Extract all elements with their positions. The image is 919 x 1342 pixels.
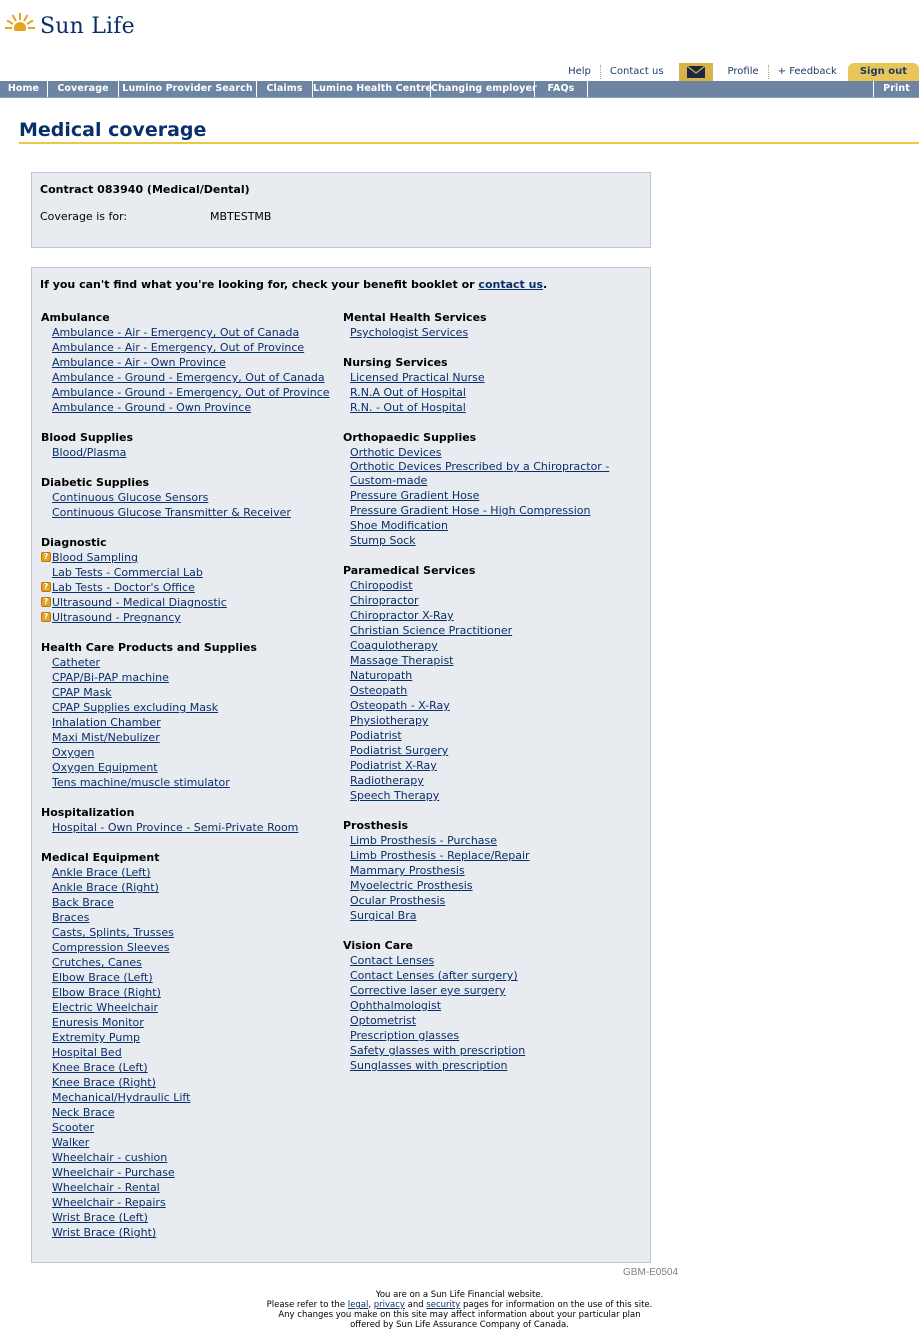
benefit-link-crutches-canes[interactable]: Crutches, Canes	[52, 956, 142, 969]
sign-out-button[interactable]: Sign out	[848, 63, 919, 81]
benefit-item	[41, 1195, 341, 1210]
benefit-item	[343, 445, 642, 460]
benefit-item	[41, 1225, 341, 1240]
benefit-item	[41, 925, 341, 940]
benefit-link-walker[interactable]: Walker	[52, 1136, 90, 1149]
benefits-panel	[31, 267, 651, 1263]
benefit-item	[41, 715, 341, 730]
benefit-link-osteopath[interactable]: Osteopath	[350, 684, 408, 697]
privacy-link[interactable]: privacy	[373, 1300, 405, 1310]
benefit-item	[343, 400, 642, 415]
benefit-link-oxygen[interactable]: Oxygen	[52, 746, 95, 759]
intro-text	[40, 278, 642, 291]
benefit-item	[41, 970, 341, 985]
coverage-value: MBTESTMB	[210, 210, 272, 223]
benefit-item	[343, 698, 642, 713]
benefit-link-pressure-gradient-hose[interactable]: Pressure Gradient Hose	[350, 489, 480, 502]
benefit-item	[41, 685, 341, 700]
main-nav	[0, 81, 919, 98]
benefit-link-massage-therapist[interactable]: Massage Therapist	[350, 654, 454, 667]
nav-claims[interactable]: Claims	[257, 81, 313, 97]
benefit-link-cpap-mask[interactable]: CPAP Mask	[52, 686, 112, 699]
benefit-link-ambulance-ground-emergency-out-of-canada[interactable]: Ambulance - Ground - Emergency, Out of Canada	[52, 371, 325, 384]
benefit-item	[343, 878, 642, 893]
benefit-item	[41, 565, 341, 580]
benefit-item	[41, 670, 341, 685]
print-button[interactable]: Print	[873, 81, 919, 97]
question-icon[interactable]: ?	[41, 597, 51, 607]
benefit-item	[41, 355, 341, 370]
help-link[interactable]: Help	[568, 66, 591, 77]
benefit-item	[343, 325, 642, 340]
footer-line-2-pre: Please refer to the	[266, 1300, 348, 1310]
benefit-link-naturopath[interactable]: Naturopath	[350, 669, 413, 682]
benefit-link-neck-brace[interactable]: Neck Brace	[52, 1106, 115, 1119]
benefit-item	[41, 1135, 341, 1150]
legal-link[interactable]: legal	[347, 1300, 369, 1310]
benefit-link-maxi-mist-nebulizer[interactable]: Maxi Mist/Nebulizer	[52, 731, 160, 744]
benefit-item	[41, 1105, 341, 1120]
benefit-link-surgical-bra[interactable]: Surgical Bra	[350, 909, 417, 922]
category-orthopaedic-supplies	[343, 430, 642, 548]
benefit-item	[41, 730, 341, 745]
profile-link[interactable]: Profile	[727, 66, 759, 77]
contact-us-link[interactable]: Contact us	[600, 65, 673, 79]
benefit-link-prescription-glasses[interactable]: Prescription glasses	[350, 1029, 460, 1042]
benefit-link-ankle-brace-left[interactable]: Ankle Brace (Left)	[52, 866, 151, 879]
benefit-columns	[40, 310, 642, 1255]
category-title: Orthopaedic Supplies	[343, 431, 477, 444]
right-column	[341, 310, 642, 1255]
benefit-link-inhalation-chamber[interactable]: Inhalation Chamber	[52, 716, 161, 729]
benefit-link-casts-splints-trusses[interactable]: Casts, Splints, Trusses	[52, 926, 174, 939]
category-medical-equipment	[41, 850, 341, 1240]
sun-life-logo[interactable]	[5, 10, 135, 42]
benefit-item	[343, 848, 642, 863]
benefit-link-wheelchair-purchase[interactable]: Wheelchair - Purchase	[52, 1166, 175, 1179]
category-blood-supplies	[41, 430, 341, 460]
benefit-item	[41, 1165, 341, 1180]
benefit-link-podiatrist-x-ray[interactable]: Podiatrist X-Ray	[350, 759, 437, 772]
benefit-link-hospital-own-province-semi-private-room[interactable]: Hospital - Own Province - Semi-Private Room	[52, 821, 299, 834]
question-icon[interactable]: ?	[41, 552, 51, 562]
benefit-link-blood-sampling[interactable]: Blood Sampling	[52, 551, 139, 564]
benefit-link-lab-tests-doctor-s-office[interactable]: Lab Tests - Doctor's Office	[52, 581, 195, 594]
benefit-link-orthotic-devices-prescribed-by-a-chiropractor-custom-made[interactable]: Orthotic Devices Prescribed by a Chiropractor - Custom-made	[350, 460, 610, 487]
benefit-item	[41, 325, 341, 340]
benefit-link-blood-plasma[interactable]: Blood/Plasma	[52, 446, 127, 459]
benefit-link-knee-brace-left[interactable]: Knee Brace (Left)	[52, 1061, 148, 1074]
footer-line-2-post: pages for information on the use of this site.	[460, 1300, 653, 1310]
category-title: Mental Health Services	[343, 311, 487, 324]
benefit-link-podiatrist[interactable]: Podiatrist	[350, 729, 402, 742]
category-title: Blood Supplies	[41, 431, 134, 444]
benefit-item	[41, 505, 341, 520]
benefit-link-ambulance-air-emergency-out-of-canada[interactable]: Ambulance - Air - Emergency, Out of Canada	[52, 326, 300, 339]
coverage-label: Coverage is for:	[40, 210, 128, 223]
nav-home[interactable]: Home	[0, 81, 48, 97]
benefit-link-psychologist-services[interactable]: Psychologist Services	[350, 326, 469, 339]
benefit-link-enuresis-monitor[interactable]: Enuresis Monitor	[52, 1016, 144, 1029]
benefit-link-ocular-prosthesis[interactable]: Ocular Prosthesis	[350, 894, 446, 907]
benefit-link-osteopath-x-ray[interactable]: Osteopath - X-Ray	[350, 699, 450, 712]
benefit-item	[41, 985, 341, 1000]
page-code: GBM-E0504	[623, 1267, 679, 1278]
category-title: Medical Equipment	[41, 851, 160, 864]
benefit-item	[41, 880, 341, 895]
benefit-link-ambulance-air-emergency-out-of-province[interactable]: Ambulance - Air - Emergency, Out of Province	[52, 341, 305, 354]
benefit-item	[343, 593, 642, 608]
benefit-item	[343, 653, 642, 668]
benefit-item	[41, 1030, 341, 1045]
benefit-link-stump-sock[interactable]: Stump Sock	[350, 534, 416, 547]
footer-sep: ,	[368, 1300, 374, 1310]
benefit-link-licensed-practical-nurse[interactable]: Licensed Practical Nurse	[350, 371, 485, 384]
benefit-item	[41, 655, 341, 670]
nav-coverage[interactable]: Coverage	[48, 81, 119, 97]
benefit-item	[41, 820, 341, 835]
footer-and: and	[404, 1300, 427, 1310]
category-title: Paramedical Services	[343, 564, 476, 577]
benefit-link-ankle-brace-right[interactable]: Ankle Brace (Right)	[52, 881, 159, 894]
benefit-link-extremity-pump[interactable]: Extremity Pump	[52, 1031, 141, 1044]
benefit-item	[343, 728, 642, 743]
benefit-link-wrist-brace-left[interactable]: Wrist Brace (Left)	[52, 1211, 148, 1224]
benefit-link-corrective-laser-eye-surgery[interactable]: Corrective laser eye surgery	[350, 984, 506, 997]
category-vision-care	[343, 938, 642, 1073]
benefit-item	[41, 400, 341, 415]
contract-panel	[31, 172, 651, 248]
category-prosthesis	[343, 818, 642, 923]
footer-line-4: offered by Sun Life Assurance Company of Canada.	[350, 1320, 569, 1330]
question-icon[interactable]: ?	[41, 582, 51, 592]
benefit-item	[41, 910, 341, 925]
benefit-item	[343, 370, 642, 385]
benefit-link-wheelchair-repairs[interactable]: Wheelchair - Repairs	[52, 1196, 166, 1209]
benefit-item	[343, 518, 642, 533]
benefit-link-limb-prosthesis-purchase[interactable]: Limb Prosthesis - Purchase	[350, 834, 498, 847]
benefit-item	[41, 580, 341, 595]
category-title: Ambulance	[41, 311, 110, 324]
benefit-item	[343, 713, 642, 728]
benefit-item	[41, 1060, 341, 1075]
benefit-link-compression-sleeves[interactable]: Compression Sleeves	[52, 941, 170, 954]
benefit-link-tens-machine-muscle-stimulator[interactable]: Tens machine/muscle stimulator	[52, 776, 230, 789]
footer-line-2	[0, 1300, 919, 1310]
benefit-item	[41, 1180, 341, 1195]
nav-changing-employer[interactable]: Changing employer	[431, 81, 535, 97]
benefit-link-electric-wheelchair[interactable]: Electric Wheelchair	[52, 1001, 159, 1014]
benefit-link-mammary-prosthesis[interactable]: Mammary Prosthesis	[350, 864, 465, 877]
benefit-link-elbow-brace-right[interactable]: Elbow Brace (Right)	[52, 986, 161, 999]
category-ambulance	[41, 310, 341, 415]
category-title: Hospitalization	[41, 806, 135, 819]
benefit-link-braces[interactable]: Braces	[52, 911, 90, 924]
benefit-item	[41, 955, 341, 970]
benefit-item	[343, 893, 642, 908]
benefit-link-lab-tests-commercial-lab[interactable]: Lab Tests - Commercial Lab	[52, 566, 203, 579]
benefit-link-mechanical-hydraulic-lift[interactable]: Mechanical/Hydraulic Lift	[52, 1091, 191, 1104]
category-title: Diagnostic	[41, 536, 107, 549]
benefit-link-oxygen-equipment[interactable]: Oxygen Equipment	[52, 761, 158, 774]
sun-icon	[5, 11, 35, 41]
benefit-link-knee-brace-right[interactable]: Knee Brace (Right)	[52, 1076, 156, 1089]
benefit-item	[343, 983, 642, 998]
footer-line-3: Any changes you make on this site may affect information about your particular plan	[278, 1310, 641, 1320]
feedback-link[interactable]: + Feedback	[768, 65, 846, 79]
benefit-link-continuous-glucose-sensors[interactable]: Continuous Glucose Sensors	[52, 491, 209, 504]
nav-faqs[interactable]: FAQs	[535, 81, 588, 97]
benefit-item	[343, 998, 642, 1013]
benefit-item	[41, 445, 341, 460]
benefit-item	[41, 1075, 341, 1090]
benefit-item	[41, 700, 341, 715]
benefit-item	[343, 908, 642, 923]
benefit-link-scooter[interactable]: Scooter	[52, 1121, 95, 1134]
benefit-link-chiropractor[interactable]: Chiropractor	[350, 594, 419, 607]
benefit-link-ophthalmologist[interactable]: Ophthalmologist	[350, 999, 442, 1012]
benefit-item	[343, 788, 642, 803]
footer-line-1: You are on a Sun Life Financial website.	[375, 1290, 544, 1300]
benefit-item	[343, 608, 642, 623]
benefit-item	[343, 385, 642, 400]
brand-name: Sun Life	[40, 13, 135, 39]
benefit-item	[343, 1058, 642, 1073]
benefit-link-ambulance-air-own-province[interactable]: Ambulance - Air - Own Province	[52, 356, 226, 369]
benefit-link-podiatrist-surgery[interactable]: Podiatrist Surgery	[350, 744, 449, 757]
intro-body: If you can't find what you're looking for, check your benefit booklet or	[40, 278, 479, 291]
benefit-link-pressure-gradient-hose-high-compression[interactable]: Pressure Gradient Hose - High Compression	[350, 504, 591, 517]
benefit-item	[343, 1043, 642, 1058]
benefit-link-safety-glasses-with-prescription[interactable]: Safety glasses with prescription	[350, 1044, 526, 1057]
benefit-item	[343, 773, 642, 788]
question-icon[interactable]: ?	[41, 612, 51, 622]
benefit-item	[343, 638, 642, 653]
benefit-link-chiropodist[interactable]: Chiropodist	[350, 579, 413, 592]
benefit-item	[41, 595, 341, 610]
category-hospitalization	[41, 805, 341, 835]
benefit-link-limb-prosthesis-replace-repair[interactable]: Limb Prosthesis - Replace/Repair	[350, 849, 530, 862]
benefit-link-optometrist[interactable]: Optometrist	[350, 1014, 417, 1027]
benefit-link-chiropractor-x-ray[interactable]: Chiropractor X-Ray	[350, 609, 454, 622]
category-diagnostic	[41, 535, 341, 625]
category-mental-health-services	[343, 310, 642, 340]
benefit-link-wrist-brace-right[interactable]: Wrist Brace (Right)	[52, 1226, 157, 1239]
benefit-link-speech-therapy[interactable]: Speech Therapy	[350, 789, 440, 802]
benefit-link-hospital-bed[interactable]: Hospital Bed	[52, 1046, 122, 1059]
benefit-link-ambulance-ground-emergency-out-of-province[interactable]: Ambulance - Ground - Emergency, Out of Province	[52, 386, 330, 399]
category-title: Nursing Services	[343, 356, 448, 369]
benefit-link-ultrasound-pregnancy[interactable]: Ultrasound - Pregnancy	[52, 611, 181, 624]
benefit-item	[41, 1000, 341, 1015]
category-title: Vision Care	[343, 939, 414, 952]
benefit-item	[343, 953, 642, 968]
category-title: Prosthesis	[343, 819, 409, 832]
security-link[interactable]: security	[426, 1300, 461, 1310]
benefit-link-radiotherapy[interactable]: Radiotherapy	[350, 774, 424, 787]
benefit-item	[41, 340, 341, 355]
benefit-link-shoe-modification[interactable]: Shoe Modification	[350, 519, 448, 532]
benefit-item	[343, 578, 642, 593]
category-paramedical-services	[343, 563, 642, 803]
benefit-link-back-brace[interactable]: Back Brace	[52, 896, 114, 909]
nav-spacer	[588, 81, 873, 97]
benefit-link-contact-lenses[interactable]: Contact Lenses	[350, 954, 435, 967]
benefit-item	[41, 895, 341, 910]
benefit-item	[343, 1028, 642, 1043]
benefit-item	[41, 940, 341, 955]
benefit-item	[41, 865, 341, 880]
benefit-item	[343, 683, 642, 698]
benefit-link-cpap-bi-pap-machine[interactable]: CPAP/Bi-PAP machine	[52, 671, 169, 684]
contact-us-inline-link[interactable]: contact us	[478, 278, 543, 291]
benefit-item	[41, 1210, 341, 1225]
benefit-item	[41, 610, 341, 625]
category-nursing-services	[343, 355, 642, 415]
benefit-item	[41, 370, 341, 385]
contract-title: Contract 083940 (Medical/Dental)	[40, 183, 250, 196]
benefit-item	[343, 863, 642, 878]
benefit-link-wheelchair-rental[interactable]: Wheelchair - Rental	[52, 1181, 160, 1194]
benefit-link-physiotherapy[interactable]: Physiotherapy	[350, 714, 429, 727]
category-title: Health Care Products and Supplies	[41, 641, 257, 654]
benefit-item	[343, 968, 642, 983]
benefit-link-myoelectric-prosthesis[interactable]: Myoelectric Prosthesis	[350, 879, 473, 892]
benefit-item	[343, 1013, 642, 1028]
benefit-item	[343, 503, 642, 518]
benefit-link-sunglasses-with-prescription[interactable]: Sunglasses with prescription	[350, 1059, 508, 1072]
benefit-item	[41, 1120, 341, 1135]
left-column	[40, 310, 341, 1255]
benefit-link-wheelchair-cushion[interactable]: Wheelchair - cushion	[52, 1151, 168, 1164]
benefit-item	[41, 745, 341, 760]
nav-lumino-provider-search[interactable]: Lumino Provider Search	[119, 81, 257, 97]
benefit-item	[41, 1150, 341, 1165]
benefit-link-elbow-brace-left[interactable]: Elbow Brace (Left)	[52, 971, 153, 984]
benefit-link-ambulance-ground-own-province[interactable]: Ambulance - Ground - Own Province	[52, 401, 252, 414]
benefit-item	[41, 1090, 341, 1105]
benefit-item	[343, 833, 642, 848]
benefit-link-contact-lenses-after-surgery[interactable]: Contact Lenses (after surgery)	[350, 969, 518, 982]
benefit-item	[343, 623, 642, 638]
title-divider	[19, 142, 919, 144]
category-diabetic-supplies	[41, 475, 341, 520]
benefit-item	[41, 760, 341, 775]
benefit-item	[41, 1015, 341, 1030]
utility-bar	[559, 63, 919, 81]
benefit-item	[343, 758, 642, 773]
benefit-link-continuous-glucose-transmitter-receiver[interactable]: Continuous Glucose Transmitter & Receiver	[52, 506, 291, 519]
benefit-link-r-n-a-out-of-hospital[interactable]: R.N.A Out of Hospital	[350, 386, 466, 399]
benefit-link-ultrasound-medical-diagnostic[interactable]: Ultrasound - Medical Diagnostic	[52, 596, 227, 609]
benefit-link-catheter[interactable]: Catheter	[52, 656, 101, 669]
benefit-link-r-n-out-of-hospital[interactable]: R.N. - Out of Hospital	[350, 401, 466, 414]
benefit-item	[41, 490, 341, 505]
benefit-item	[343, 743, 642, 758]
envelope-icon	[687, 66, 705, 78]
category-title: Diabetic Supplies	[41, 476, 150, 489]
nav-lumino-health-centre[interactable]: Lumino Health Centre	[313, 81, 431, 97]
benefit-item	[41, 1045, 341, 1060]
page-title: Medical coverage	[19, 119, 207, 141]
intro-end: .	[543, 278, 548, 291]
messages-button[interactable]	[679, 63, 713, 81]
benefit-link-orthotic-devices[interactable]: Orthotic Devices	[350, 446, 442, 459]
benefit-item	[343, 488, 642, 503]
benefit-item	[343, 668, 642, 683]
coverage-row	[40, 210, 642, 223]
benefit-link-cpap-supplies-excluding-mask[interactable]: CPAP Supplies excluding Mask	[52, 701, 219, 714]
category-health-care-products-and-supplies	[41, 640, 341, 790]
benefit-item	[41, 385, 341, 400]
benefit-item	[41, 550, 341, 565]
benefit-item	[343, 460, 642, 488]
benefit-item	[41, 775, 341, 790]
benefit-item	[343, 533, 642, 548]
benefit-link-coagulotherapy[interactable]: Coagulotherapy	[350, 639, 438, 652]
benefit-link-christian-science-practitioner[interactable]: Christian Science Practitioner	[350, 624, 513, 637]
footer	[0, 1290, 919, 1330]
